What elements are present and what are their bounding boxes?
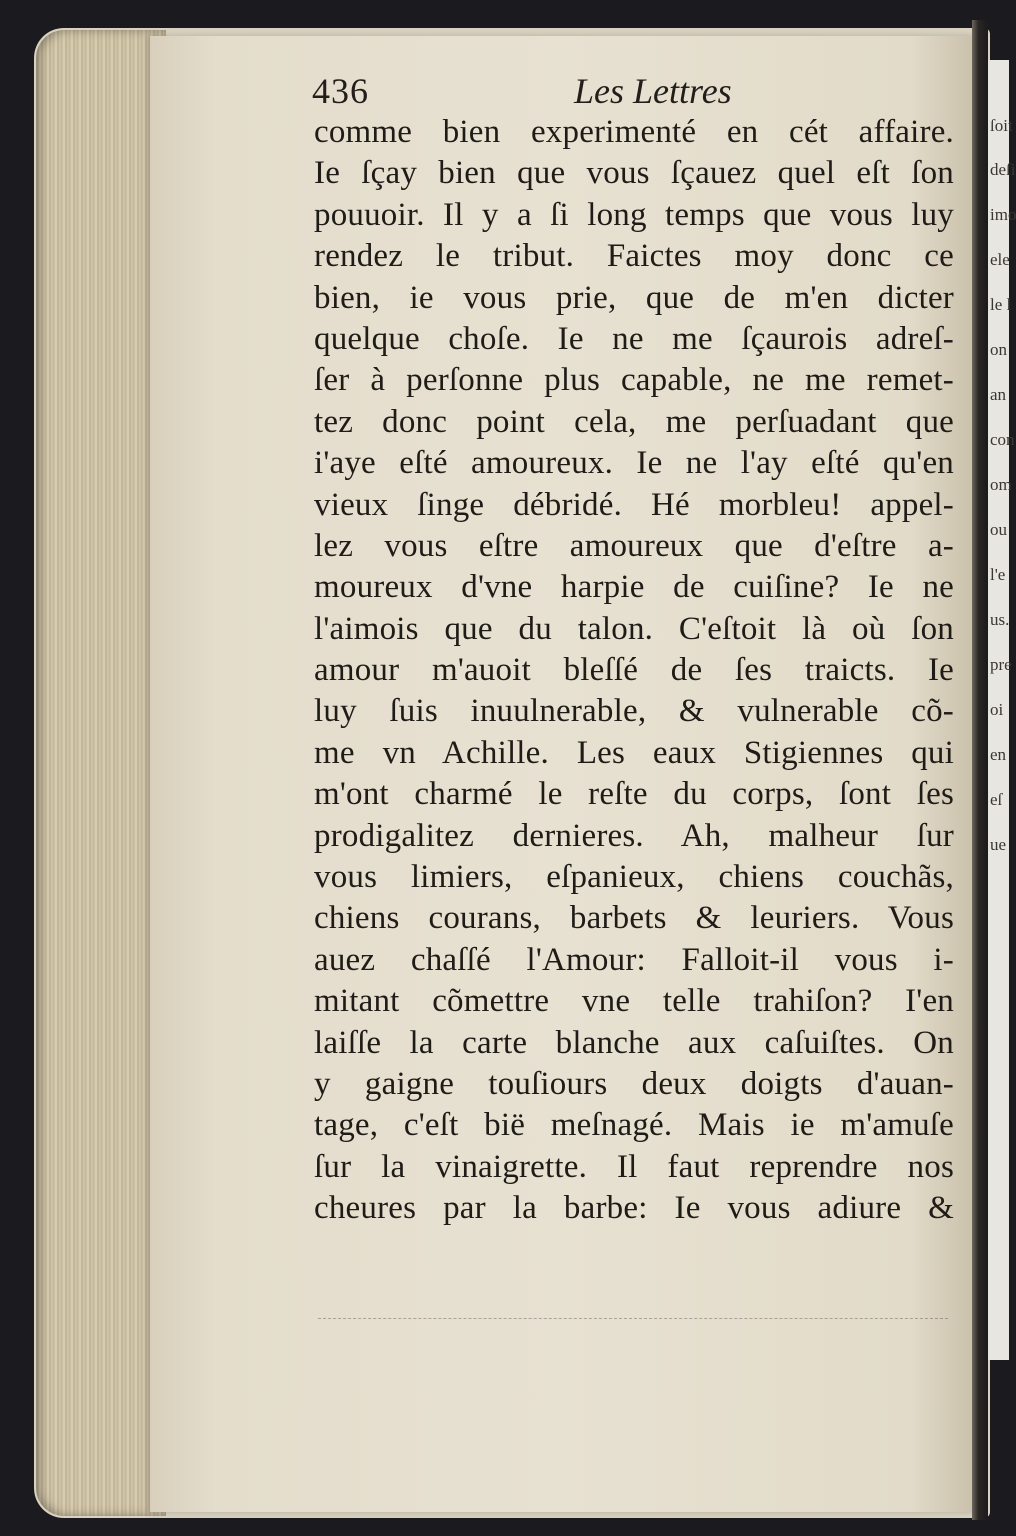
facing-fragment: deſi: [990, 160, 1016, 179]
text-line: mitant cõmettre vne telle trahiſon? I'en: [314, 983, 954, 1020]
text-line: vous limiers, eſpanieux, chiens couchãs,: [314, 859, 954, 896]
text-line: laiſſe la carte blanche aux caſuiſtes. On: [314, 1024, 954, 1061]
text-line: rendez le tribut. Faictes moy donc ce: [314, 238, 954, 275]
text-line: lez vous eſtre amoureux que d'eſtre a-: [314, 527, 954, 564]
book-gutter: [972, 20, 988, 1520]
facing-fragment: ue: [990, 835, 1007, 854]
text-line: quelque choſe. Ie ne me ſçaurois adreſ-: [314, 320, 954, 357]
facing-fragment: ſoit: [990, 116, 1013, 135]
body-text: [314, 112, 954, 1230]
text-line: luy ſuis inuulnerable, & vulnerable cõ-: [314, 693, 954, 730]
facing-fragment: con: [990, 430, 1015, 449]
facing-fragment: l'e: [990, 565, 1006, 584]
text-line: me vn Achille. Les eaux Stigiennes qui: [314, 734, 954, 771]
text-line: pouuoir. Il y a ſi long temps que vous luy: [314, 196, 954, 233]
text-line: moureux d'vne harpie de cuiſine? Ie ne: [314, 569, 954, 606]
facing-fragment: an: [990, 385, 1007, 404]
text-line: auez chaſſé l'Amour: Falloit-il vous i-: [314, 941, 954, 978]
page-edges: [36, 30, 166, 1516]
facing-fragment: on: [990, 340, 1007, 359]
text-line: ſer à perſonne plus capable, ne me remet-: [314, 362, 954, 399]
text-line: bien, ie vous prie, que de m'en dicter: [314, 279, 954, 316]
facing-fragment: oi: [990, 700, 1004, 719]
text-line: ſur la vinaigrette. Il faut reprendre nos: [314, 1148, 954, 1185]
text-line: cheures par la barbe: Ie vous adiure &: [314, 1190, 954, 1227]
text-line: amour m'auoit bleſſé de ſes traicts. Ie: [314, 652, 954, 689]
page-header: [312, 70, 952, 110]
facing-fragment: imo: [990, 205, 1016, 224]
facing-fragment: om: [990, 475, 1012, 494]
facing-fragment: le l: [990, 295, 1012, 314]
text-line: vieux ſinge débridé. Hé morbleu! appel-: [314, 486, 954, 523]
running-title: Les Lettres: [574, 71, 732, 111]
text-line: tage, c'eſt bië meſnagé. Mais ie m'amuſe: [314, 1107, 954, 1144]
text-line: Ie ſçay bien que vous ſçauez quel eſt ſon: [314, 155, 954, 192]
facing-fragment: us.: [990, 610, 1010, 629]
facing-fragment: ou: [990, 520, 1007, 539]
facing-fragment: en: [990, 745, 1007, 764]
text-line: i'aye eſté amoureux. Ie ne l'ay eſté qu'en: [314, 445, 954, 482]
text-line: l'aimois que du talon. C'eſtoit là où ſon: [314, 610, 954, 647]
facing-fragment: eſ: [990, 790, 1003, 809]
facing-fragment: ele: [990, 250, 1010, 269]
text-line: prodigalitez dernieres. Ah, malheur ſur: [314, 817, 954, 854]
facing-page-edge: [988, 60, 1016, 1360]
text-line: tez donc point cela, me perſuadant que: [314, 403, 954, 440]
bottom-rule: [318, 1318, 948, 1325]
page-number: 436: [312, 71, 369, 111]
facing-fragment: pre: [990, 655, 1012, 674]
text-line: comme bien experimenté en cét affaire.: [314, 114, 954, 150]
text-line: chiens courans, barbets & leuriers. Vous: [314, 900, 954, 937]
text-line: y gaigne touſiours deux doigts d'auan-: [314, 1065, 954, 1102]
text-line: m'ont charmé le reſte du corps, ſont ſes: [314, 776, 954, 813]
